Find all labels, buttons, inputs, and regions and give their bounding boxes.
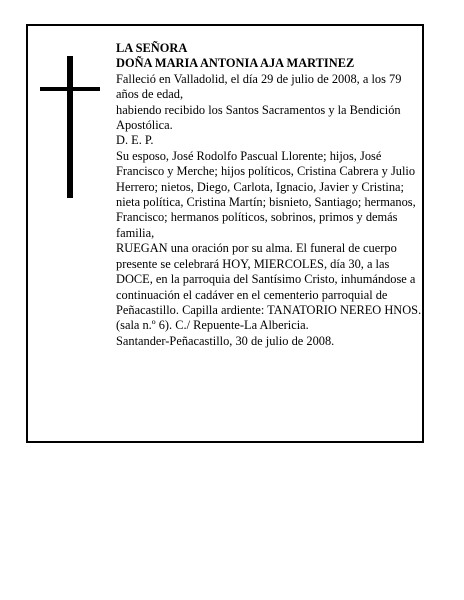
cross-icon-crossbar — [40, 87, 100, 91]
obituary-heading: LA SEÑORA — [116, 41, 188, 55]
sacraments-line: habiendo recibido los Santos Sacramentos y la Bendición Apostólica. — [116, 102, 401, 133]
funeral-details: RUEGAN una oración por su alma. El funeral de cuerpo presente se celebrará HOY, MIERCOLES, día 30, a las DOCE, en la parroquia del Santísimo Cristo, inhumándose a continuación el cadáver en el cementerio parroquial de Peñacastillo. Capilla ardiente: TANATORIO NEREO HNOS. (sala n.º 6). C./ Repuente-La Albericia. — [116, 241, 422, 333]
cross-icon — [67, 56, 73, 198]
death-details: Falleció en Valladolid, el día 29 de julio de 2008, a los 79 años de edad, — [116, 71, 402, 102]
place-date-line: Santander-Peñacastillo, 30 de julio de 2008. — [116, 333, 335, 348]
family-list: Su esposo, José Rodolfo Pascual Llorente; hijos, José Francisco y Merche; hijos políticos, Cristina Cabrera y Julio Herrero; nietos, Diego, Carlota, Ignacio, Javier y Cristina; nieta política, Cristina Martín; bisnieto, Santiago; hermanos, Francisco; hermanos políticos, sobrinos, primos y demás familia, — [116, 148, 416, 240]
rip-line: D. E. P. — [116, 133, 154, 148]
obituary-notice — [26, 24, 424, 443]
deceased-name: DOÑA MARIA ANTONIA AJA MARTINEZ — [116, 56, 355, 71]
obituary-text — [116, 41, 422, 349]
